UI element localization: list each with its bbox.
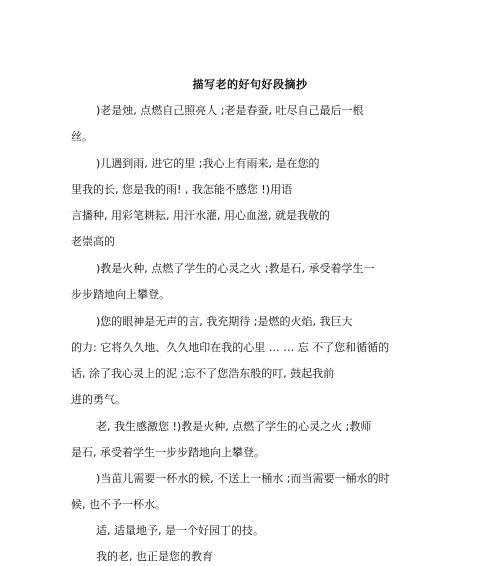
text-line: )儿遇到雨, 进它的里 ;我心上有雨来, 是在您的 [96, 157, 320, 170]
text-line: )您的眼神是无声的言, 我充期待 ;是燃的火焰, 我巨大 [96, 315, 353, 328]
text-line: 是石, 承受着学生一步步踏地向上攀登。 [71, 446, 265, 459]
text-line: 老, 我生感激您 !)教是火种, 点燃了学生的心灵之火 ;教师 [96, 420, 372, 433]
document-title: 描写老的好句好段摘抄 [192, 78, 308, 91]
text-line: 的力: 它将久久地、久久地印在我的心里 … … 忘 不了您和循循的 [71, 341, 390, 354]
text-line: 言播种, 用彩笔耕耘, 用汗水灌, 用心血滋, 就是我敬的 [71, 209, 330, 222]
text-line: 候, 也不予一杯水。 [71, 498, 166, 511]
text-line: 话, 涂了我心灵上的泥 ;忘不了您浩东般的叮, 鼓起我前 [71, 367, 335, 380]
text-line: 里我的长, 您是我的雨! , 我怎能不感您 !)用语 [71, 183, 293, 196]
text-line: 适, 适量地予, 是一个好园丁的技。 [96, 524, 264, 537]
text-line: )老是烛, 点燃自己照亮人 ;老是春蚕, 吐尽自己最后一根 [96, 104, 364, 117]
text-line: 步步踏地向上攀登。 [71, 288, 170, 301]
text-line: )教是火种, 点燃了学生的心灵之火 ;教是石, 承受着学生一 [96, 262, 375, 275]
text-line: )当苗儿需要一杯水的候, 不送上一桶水 ;而当需要一桶水的时 [96, 472, 390, 485]
text-line: 丝。 [71, 130, 93, 143]
text-line: 我的老, 也正是您的教育 [96, 550, 213, 563]
text-line: 老崇高的 [71, 235, 115, 248]
text-line: 进的勇气。 [71, 393, 126, 406]
